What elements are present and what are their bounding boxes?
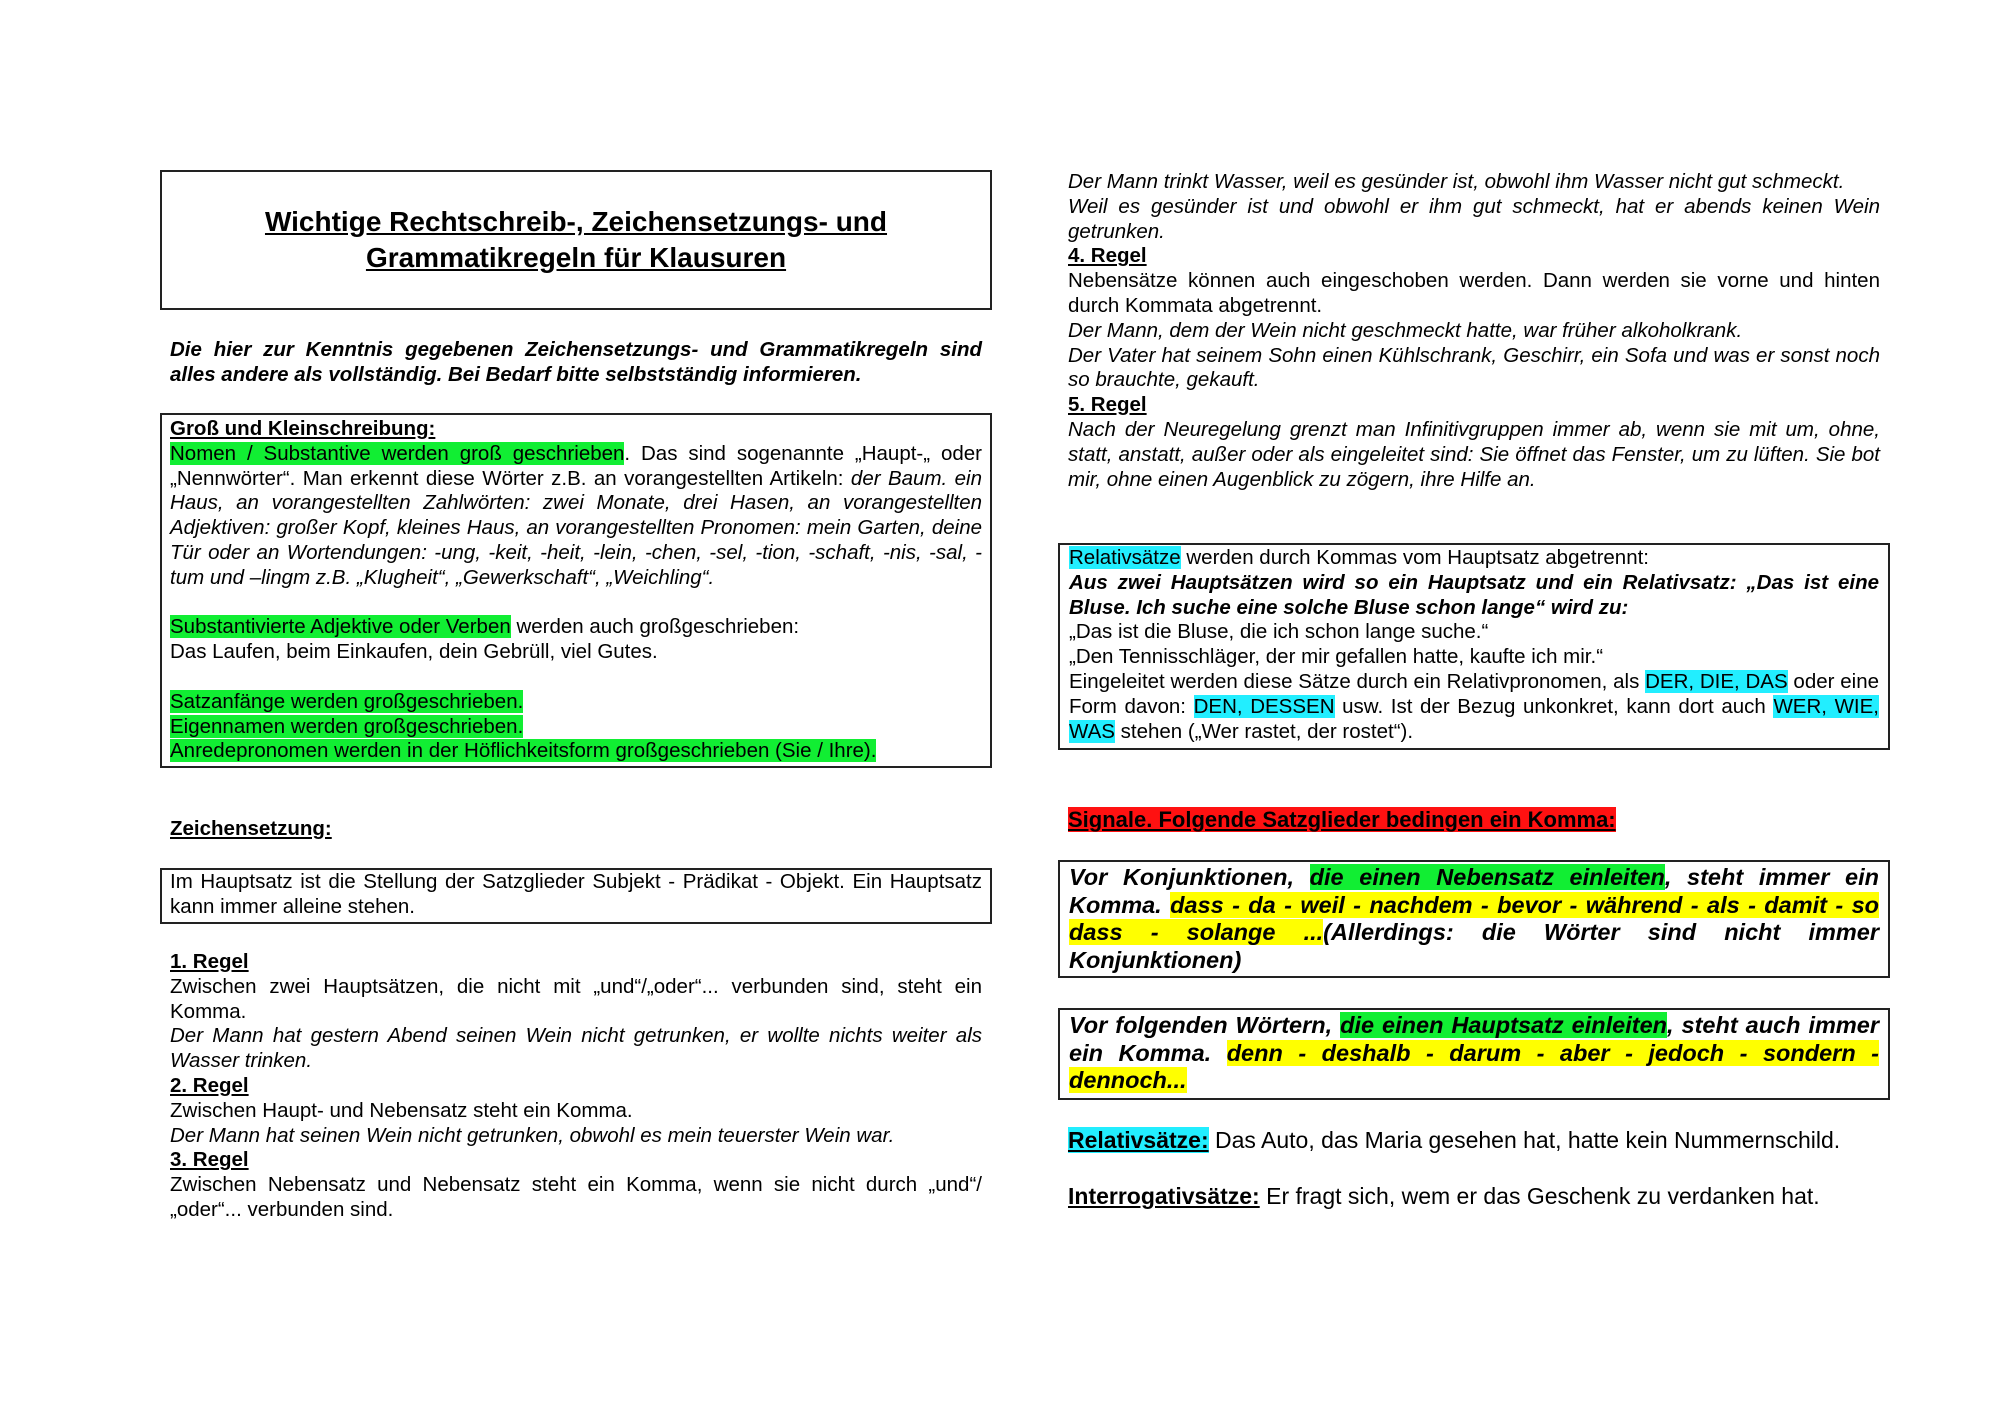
- relativ-highlight: Relativsätze: [1069, 546, 1181, 569]
- subst-examples: Das Laufen, beim Einkaufen, dein Gebrüll, viel Gutes.: [170, 640, 658, 664]
- anrede-line: [170, 739, 982, 764]
- relativ-text4: usw. Ist der Bezug unkonkret, kann dort auch: [1334, 694, 1774, 718]
- nomen-examples: der Baum. ein Haus, an vorangestellten Zahlwörten: zwei Monate, drei Hasen, an vorangestellten Adjektiven: großer Kopf, kleines Haus, an vorangestellten Pronomen: mein Garten, deine Tür oder an Wortendungen: -ung, -keit, -heit, -lein, -chen, -sel, -tion, -schaft, -nis, -sal, -tum und –lingm z.B. „Klugheit“, „Gewerkschaft“, „Weichling“.: [170, 466, 982, 589]
- relativsaetze-label: Relativsätze:: [1068, 1127, 1209, 1153]
- regel1-title: 1. Regel: [170, 950, 249, 973]
- regeln-right: [1068, 170, 1880, 492]
- regel5-title: 5. Regel: [1068, 393, 1147, 417]
- konjunktionen-text: [1069, 864, 1879, 974]
- hauptsatz-box: [160, 868, 992, 924]
- subst-text: werden auch großgeschrieben:: [510, 615, 800, 639]
- gross-klein-box: [160, 413, 992, 768]
- subst-highlight: Substantivierte Adjektive oder Verben: [170, 615, 511, 639]
- interrogativsaetze-label: Interrogativsätze:: [1068, 1183, 1260, 1209]
- regel4-text: Nebensätze können auch eingeschoben werden. Dann werden sie vorne und hinten durch Kommata abgetrennt.: [1068, 269, 1880, 317]
- page-title-line2: Grammatikregeln für Klausuren: [365, 242, 787, 273]
- relativsaetze-sentence: Das Auto, das Maria gesehen hat, hatte kein Nummernschild.: [1208, 1127, 1841, 1153]
- relativ-text3: oder eine Form davon:: [1069, 669, 1879, 718]
- konj-mid: , steht immer ein Komma.: [1069, 864, 1879, 918]
- subst-paragraph: [170, 615, 982, 640]
- satzanfaenge-highlight: Satzanfänge werden großgeschrieben.: [170, 689, 524, 713]
- nomen-text: . Das sind sogenannte „Haupt-„ oder „Nennwörter“. Man erkennt diese Wörter z.B. an vorangestellten Artikeln:: [170, 441, 982, 490]
- relativ-text2: Eingeleitet werden diese Sätze durch ein Relativpronomen, als: [1069, 669, 1646, 693]
- interrogativsaetze-example: [1068, 1182, 1820, 1210]
- hauptsatz-woerter-box: [1058, 1008, 1890, 1100]
- regel4-title: 4. Regel: [1068, 244, 1147, 268]
- nomen-paragraph: [170, 442, 982, 591]
- pronomen2-highlight: DEN, DESSEN: [1193, 694, 1335, 718]
- anrede-highlight: Anredepronomen werden in der Höflichkeitsform großgeschrieben (Sie / Ihre).: [170, 739, 877, 763]
- zeichensetzung-heading: Zeichensetzung:: [170, 817, 332, 840]
- konjunktionen-box: [1058, 860, 1890, 978]
- haupt-pre: Vor folgenden Wörtern,: [1069, 1012, 1341, 1038]
- regel4-example2: Der Vater hat seinem Sohn einen Kühlschrank, Geschirr, ein Sofa und was er sonst noch so brauchte, gekauft.: [1068, 343, 1880, 392]
- title-box: [160, 170, 992, 310]
- hauptsatz-text: Im Hauptsatz ist die Stellung der Satzglieder Subjekt - Prädikat - Objekt. Ein Hauptsatz kann immer alleine stehen.: [170, 870, 982, 918]
- eigennamen-line: [170, 715, 982, 740]
- regel5-text: Nach der Neuregelung grenzt man Infinitivgruppen immer ab, wenn sie mit um, ohne, statt, anstatt, außer oder als eingeleitet sind: Sie öffnet das Fenster, um zu lüften. Sie bot mir, ohne einen Augenblick zu zögern, ihre Hilfe an.: [1068, 417, 1880, 491]
- relativsaetze-example: [1068, 1126, 1840, 1154]
- konj-green-highlight: die einen Nebensatz einleiten: [1309, 864, 1665, 890]
- relativ-text1: werden durch Kommas vom Hauptsatz abgetrennt:: [1180, 546, 1649, 569]
- konj-yellow-highlight: dass - da - weil - nachdem - bevor - während - als - damit - so dass - solange ...: [1069, 891, 1879, 945]
- relativ-intro: [1069, 546, 1879, 571]
- regel3-text: Zwischen Nebensatz und Nebensatz steht ein Komma, wenn sie nicht durch „und“/„oder“... verbunden sind.: [170, 1173, 982, 1221]
- relativ-pronomen: [1069, 670, 1879, 744]
- regel1-text: Zwischen zwei Hauptsätzen, die nicht mit „und“/„oder“... verbunden sind, steht ein Komma.: [170, 974, 982, 1023]
- intro-text: Die hier zur Kenntnis gegebenen Zeichensetzungs- und Grammatikregeln sind alles andere als vollständig. Bei Bedarf bitte selbstständig informieren.: [170, 338, 982, 386]
- konj-post: (Allerdings: die Wörter sind nicht immer Konjunktionen): [1069, 919, 1879, 973]
- pronomen1-highlight: DER, DIE, DAS: [1645, 669, 1788, 693]
- relativ-text5: stehen („Wer rastet, der rostet“).: [1114, 719, 1414, 743]
- konj-pre: Vor Konjunktionen,: [1069, 864, 1310, 890]
- regel3-example1: Der Mann trinkt Wasser, weil es gesünder ist, obwohl ihm Wasser nicht gut schmeckt.: [1068, 170, 1845, 193]
- signale-heading: [1068, 806, 1616, 833]
- regel3-example2: Weil es gesünder ist und obwohl er ihm gut schmeckt, hat er abends keinen Wein getrunken.: [1068, 194, 1880, 243]
- pronomen3-highlight: WER, WIE, WAS: [1069, 694, 1879, 743]
- regel2-example: Der Mann hat seinen Wein nicht getrunken, obwohl es mein teuerster Wein war.: [170, 1123, 895, 1147]
- page-title-line1: Wichtige Rechtschreib-, Zeichensetzungs- und: [264, 206, 888, 237]
- haupt-green-highlight: die einen Hauptsatz einleiten: [1340, 1012, 1667, 1038]
- haupt-mid: , steht auch immer ein Komma.: [1069, 1012, 1879, 1066]
- gross-heading: Groß und Kleinschreibung:: [170, 417, 436, 440]
- eigennamen-highlight: Eigennamen werden großgeschrieben.: [170, 714, 524, 738]
- regel2-text: Zwischen Haupt- und Nebensatz steht ein Komma.: [170, 1098, 633, 1122]
- relativ-example2: „Den Tennisschläger, der mir gefallen hatte, kaufte ich mir.“: [1069, 645, 1604, 669]
- relativ-bold: Aus zwei Hauptsätzen wird so ein Hauptsatz und ein Relativsatz: „Das ist eine Bluse. Ich suche eine solche Bluse schon lange“ wird zu:: [1069, 570, 1879, 619]
- regel3-title: 3. Regel: [170, 1148, 249, 1172]
- interrogativsaetze-sentence: Er fragt sich, wem er das Geschenk zu verdanken hat.: [1259, 1183, 1820, 1209]
- satzanfaenge-line: [170, 690, 982, 715]
- nomen-highlight: Nomen / Substantive werden groß geschrieben: [170, 441, 625, 465]
- haupt-yellow-highlight: denn - deshalb - darum - aber - jedoch - sondern - dennoch...: [1069, 1039, 1880, 1093]
- signale-highlight: Signale. Folgende Satzglieder bedingen ein Komma:: [1068, 807, 1616, 832]
- hauptsatz-woerter-text: [1069, 1012, 1879, 1095]
- regel2-title: 2. Regel: [170, 1073, 249, 1097]
- relativ-example1: „Das ist die Bluse, die ich schon lange suche.“: [1069, 620, 1489, 644]
- regel4-example1: Der Mann, dem der Wein nicht geschmeckt hatte, war früher alkoholkrank.: [1068, 318, 1743, 342]
- regeln-left: [170, 950, 982, 1223]
- regel1-example: Der Mann hat gestern Abend seinen Wein nicht getrunken, er wollte nichts weiter als Wasser trinken.: [170, 1024, 982, 1073]
- relativsaetze-box: [1058, 543, 1890, 750]
